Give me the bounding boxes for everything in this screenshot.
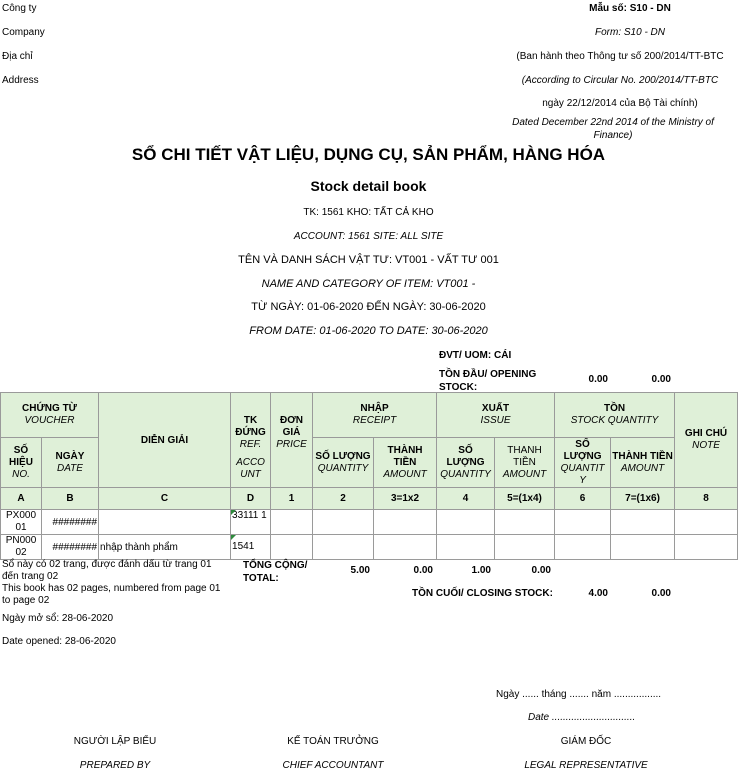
receipt-qty-cell <box>313 510 374 535</box>
address-label-vn: Địa chỉ <box>2 51 33 62</box>
column-code: 1 <box>271 488 313 510</box>
column-code: A <box>1 488 42 510</box>
description-cell: nhập thành phẩm <box>99 535 231 560</box>
item-en: NAME AND CATEGORY OF ITEM: VT001 - <box>261 278 476 290</box>
opening-stock-label: TỒN ĐẦU/ OPENING STOCK: <box>439 369 537 393</box>
form-number-en: Form: S10 - DN <box>594 27 665 38</box>
column-code: 4 <box>437 488 495 510</box>
note-cell <box>675 535 738 560</box>
receipt-qty-header: SỐ LƯỢNG QUANTITY <box>313 438 374 488</box>
column-code: D <box>231 488 271 510</box>
total-issue-qty: 1.00 <box>471 565 491 576</box>
opened-date-vn: Ngày mở sổ: 28-06-2020 <box>2 613 114 624</box>
voucher-no-header: SỐ HIỆU NO. <box>1 438 42 488</box>
stock-qty-header: SỐ LƯỢNG QUANTIT Y <box>555 438 611 488</box>
receipt-qty-cell <box>313 535 374 560</box>
voucher-no-cell: PN000 02 <box>1 535 42 560</box>
issued-note-en: (According to Circular No. 200/2014/TT-BTC <box>521 75 719 86</box>
description-cell <box>99 510 231 535</box>
uom-label: ĐVT/ UOM: CÁI <box>439 350 512 361</box>
period-en: FROM DATE: 01-06-2020 TO DATE: 30-06-2020 <box>249 325 488 337</box>
ref-account-header: TK ĐỨNG REF. ACCO UNT <box>231 393 271 488</box>
pages-note-vn: Sổ này có 02 trang, được đánh dấu từ trang 01 đến trang 02 <box>2 559 212 582</box>
column-code: C <box>99 488 231 510</box>
opening-stock-amount: 0.00 <box>651 374 671 385</box>
description-header: DIỄN GIẢI <box>99 393 231 488</box>
price-cell <box>271 510 313 535</box>
receipt-amount-header: THÀNH TIỀN AMOUNT <box>374 438 437 488</box>
voucher-date-header: NGÀY DATE <box>42 438 99 488</box>
signer-accountant-en: CHIEF ACCOUNTANT <box>282 760 384 771</box>
opened-date-en: Date opened: 28-06-2020 <box>2 636 116 647</box>
issue-amount-cell <box>495 535 555 560</box>
column-code: 2 <box>313 488 374 510</box>
issue-header: XUẤT ISSUE <box>437 393 555 438</box>
total-receipt-amount: 0.00 <box>413 565 433 576</box>
voucher-date-cell: ######## <box>42 535 99 560</box>
address-label-en: Address <box>2 75 39 86</box>
column-code: B <box>42 488 99 510</box>
signer-prepared-en: PREPARED BY <box>79 760 151 771</box>
column-code: 8 <box>675 488 738 510</box>
stock-table <box>0 392 738 560</box>
issue-qty-header: SỐ LƯỢNG QUANTITY <box>437 438 495 488</box>
pages-note-en: This book has 02 pages, numbered from page 01 to page 02 <box>2 583 221 606</box>
period-vn: TỪ NGÀY: 01-06-2020 ĐẾN NGÀY: 30-06-2020 <box>251 301 486 313</box>
table-row <box>1 510 738 535</box>
ref-account-cell: 33111 1 <box>231 510 271 535</box>
total-issue-amount: 0.00 <box>531 565 551 576</box>
stock-qty-cell <box>555 510 611 535</box>
company-label-vn: Công ty <box>2 3 37 14</box>
signer-accountant-vn: KẾ TOÁN TRƯỞNG <box>287 736 379 747</box>
account-vn: TK: 1561 KHO: TẤT CẢ KHO <box>303 207 434 218</box>
column-code: 7=(1x6) <box>611 488 675 510</box>
sign-date-vn: Ngày ...... tháng ....... năm ................. <box>496 689 662 700</box>
closing-stock-label: TỒN CUỐI/ CLOSING STOCK: <box>412 588 553 599</box>
stock-qty-cell <box>555 535 611 560</box>
signer-director-en: LEGAL REPRESENTATIVE <box>524 760 648 771</box>
account-en: ACCOUNT: 1561 SITE: ALL SITE <box>293 231 444 242</box>
receipt-amount-cell <box>374 535 437 560</box>
issue-qty-cell <box>437 535 495 560</box>
column-code-row <box>1 488 738 510</box>
receipt-header: NHẬP RECEIPT <box>313 393 437 438</box>
issue-amount-cell <box>495 510 555 535</box>
total-label: TỔNG CỘNG/ TOTAL: <box>243 560 308 584</box>
issued-date-vn: ngày 22/12/2014 của Bộ Tài chính) <box>542 98 698 109</box>
stock-amount-cell <box>611 535 675 560</box>
stock-header: TỒN STOCK QUANTITY <box>555 393 675 438</box>
voucher-no-cell: PX000 01 <box>1 510 42 535</box>
page-subtitle: Stock detail book <box>310 178 427 194</box>
company-label-en: Company <box>2 27 45 38</box>
total-receipt-qty: 5.00 <box>350 565 370 576</box>
signer-director-vn: GIÁM ĐỐC <box>560 736 612 747</box>
column-code: 5=(1x4) <box>495 488 555 510</box>
voucher-header: CHỨNG TỪ VOUCHER <box>1 393 99 438</box>
issued-date-en: Dated December 22nd 2014 of the Ministry of Finance) <box>512 117 714 141</box>
table-row <box>1 535 738 560</box>
closing-stock-qty: 4.00 <box>588 588 608 599</box>
page-title: SỔ CHI TIẾT VẬT LIỆU, DỤNG CỤ, SẢN PHẨM, HÀNG HÓA <box>131 145 606 164</box>
opening-stock-qty: 0.00 <box>588 374 608 385</box>
price-header: ĐƠN GIÁ PRICE <box>271 393 313 488</box>
closing-stock-amount: 0.00 <box>651 588 671 599</box>
price-cell <box>271 535 313 560</box>
stock-amount-cell <box>611 510 675 535</box>
issue-qty-cell <box>437 510 495 535</box>
note-header: GHI CHÚ NOTE <box>675 393 738 488</box>
form-number-vn: Mẫu số: S10 - DN <box>589 3 671 14</box>
voucher-date-cell: ######## <box>42 510 99 535</box>
signer-prepared-vn: NGƯỜI LẬP BIỂU <box>73 736 157 747</box>
item-vn: TÊN VÀ DANH SÁCH VẬT TƯ: VT001 - VẤT TƯ 001 <box>238 254 499 266</box>
note-cell <box>675 510 738 535</box>
stock-amount-header: THÀNH TIỀN AMOUNT <box>611 438 675 488</box>
issue-amount-header: THANH TIỀN AMOUNT <box>495 438 555 488</box>
issued-note-vn: (Ban hành theo Thông tư số 200/2014/TT-BTC <box>516 51 724 62</box>
receipt-amount-cell <box>374 510 437 535</box>
column-code: 6 <box>555 488 611 510</box>
column-code: 3=1x2 <box>374 488 437 510</box>
ref-account-cell: 1541 <box>231 535 271 560</box>
sign-date-en: Date .............................. <box>528 712 636 723</box>
